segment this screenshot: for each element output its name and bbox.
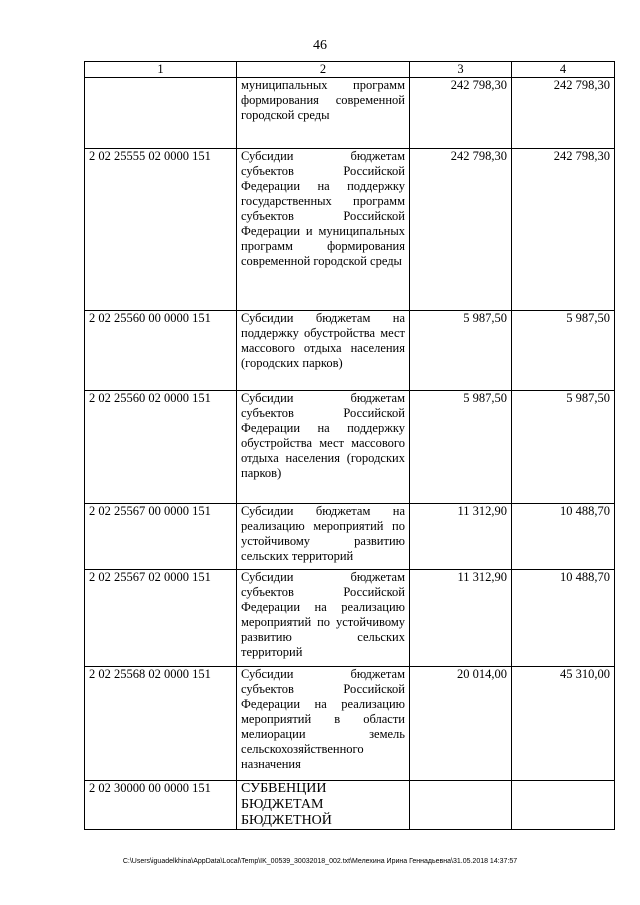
budget-code: [85, 78, 237, 149]
amount-col3: [410, 781, 512, 830]
table-row: [85, 311, 615, 391]
amount-col3: 20 014,00: [410, 667, 512, 781]
amount-col3: 11 312,90: [410, 504, 512, 570]
amount-col3: 242 798,30: [410, 78, 512, 149]
amount-col4: 10 488,70: [512, 570, 615, 667]
table-row: [85, 149, 615, 311]
table-row: [85, 504, 615, 570]
column-header-3: 3: [410, 62, 512, 78]
budget-table: [84, 61, 615, 830]
row-description: Субсидии бюджетам субъектов Российской Федерации на поддержку обустройства мест массового отдыха населения (городских парков): [237, 391, 410, 504]
row-description: Субсидии бюджетам на поддержку обустройства мест массового отдыха населения (городских парков): [237, 311, 410, 391]
budget-code: 2 02 25560 00 0000 151: [85, 311, 237, 391]
row-description: муниципальных программ формирования современной городской среды: [237, 78, 410, 149]
budget-code: 2 02 30000 00 0000 151: [85, 781, 237, 830]
row-description: Субсидии бюджетам субъектов Российской Федерации на реализацию мероприятий по устойчивому развитию сельских территорий: [237, 570, 410, 667]
budget-code: 2 02 25567 02 0000 151: [85, 570, 237, 667]
amount-col3: 11 312,90: [410, 570, 512, 667]
amount-col4: [512, 781, 615, 830]
column-header-2: 2: [237, 62, 410, 78]
budget-code: 2 02 25555 02 0000 151: [85, 149, 237, 311]
budget-code: 2 02 25568 02 0000 151: [85, 667, 237, 781]
column-header-1: 1: [85, 62, 237, 78]
table-row: [85, 781, 615, 830]
amount-col4: 45 310,00: [512, 667, 615, 781]
budget-code: 2 02 25560 02 0000 151: [85, 391, 237, 504]
amount-col4: 5 987,50: [512, 311, 615, 391]
column-header-4: 4: [512, 62, 615, 78]
row-description: Субсидии бюджетам субъектов Российской Федерации на поддержку государственных программ субъектов Российской Федерации и муниципальных программ формирования современной городской среды: [237, 149, 410, 311]
row-description: Субсидии бюджетам субъектов Российской Федерации на реализацию мероприятий в области мелиорации земель сельскохозяйственного назначения: [237, 667, 410, 781]
table-header-row: [85, 62, 615, 78]
table-row: [85, 667, 615, 781]
amount-col4: 242 798,30: [512, 78, 615, 149]
amount-col3: 5 987,50: [410, 391, 512, 504]
table-row: [85, 78, 615, 149]
amount-col3: 5 987,50: [410, 311, 512, 391]
footer-file-path: C:\Users\iguadelkhina\AppData\Local\Temp\IK_00539_30032018_002.txt\Мелехина Ирина Геннадьевна\31.05.2018 14:37:57: [122, 858, 518, 865]
row-description: Субсидии бюджетам на реализацию мероприятий по устойчивому развитию сельских территорий: [237, 504, 410, 570]
page-number: 46: [313, 38, 327, 53]
amount-col4: 10 488,70: [512, 504, 615, 570]
amount-col4: 5 987,50: [512, 391, 615, 504]
amount-col3: 242 798,30: [410, 149, 512, 311]
budget-code: 2 02 25567 00 0000 151: [85, 504, 237, 570]
row-description: СУБВЕНЦИИ БЮДЖЕТАМ БЮДЖЕТНОЙ: [237, 781, 410, 830]
table-row: [85, 391, 615, 504]
amount-col4: 242 798,30: [512, 149, 615, 311]
table-row: [85, 570, 615, 667]
